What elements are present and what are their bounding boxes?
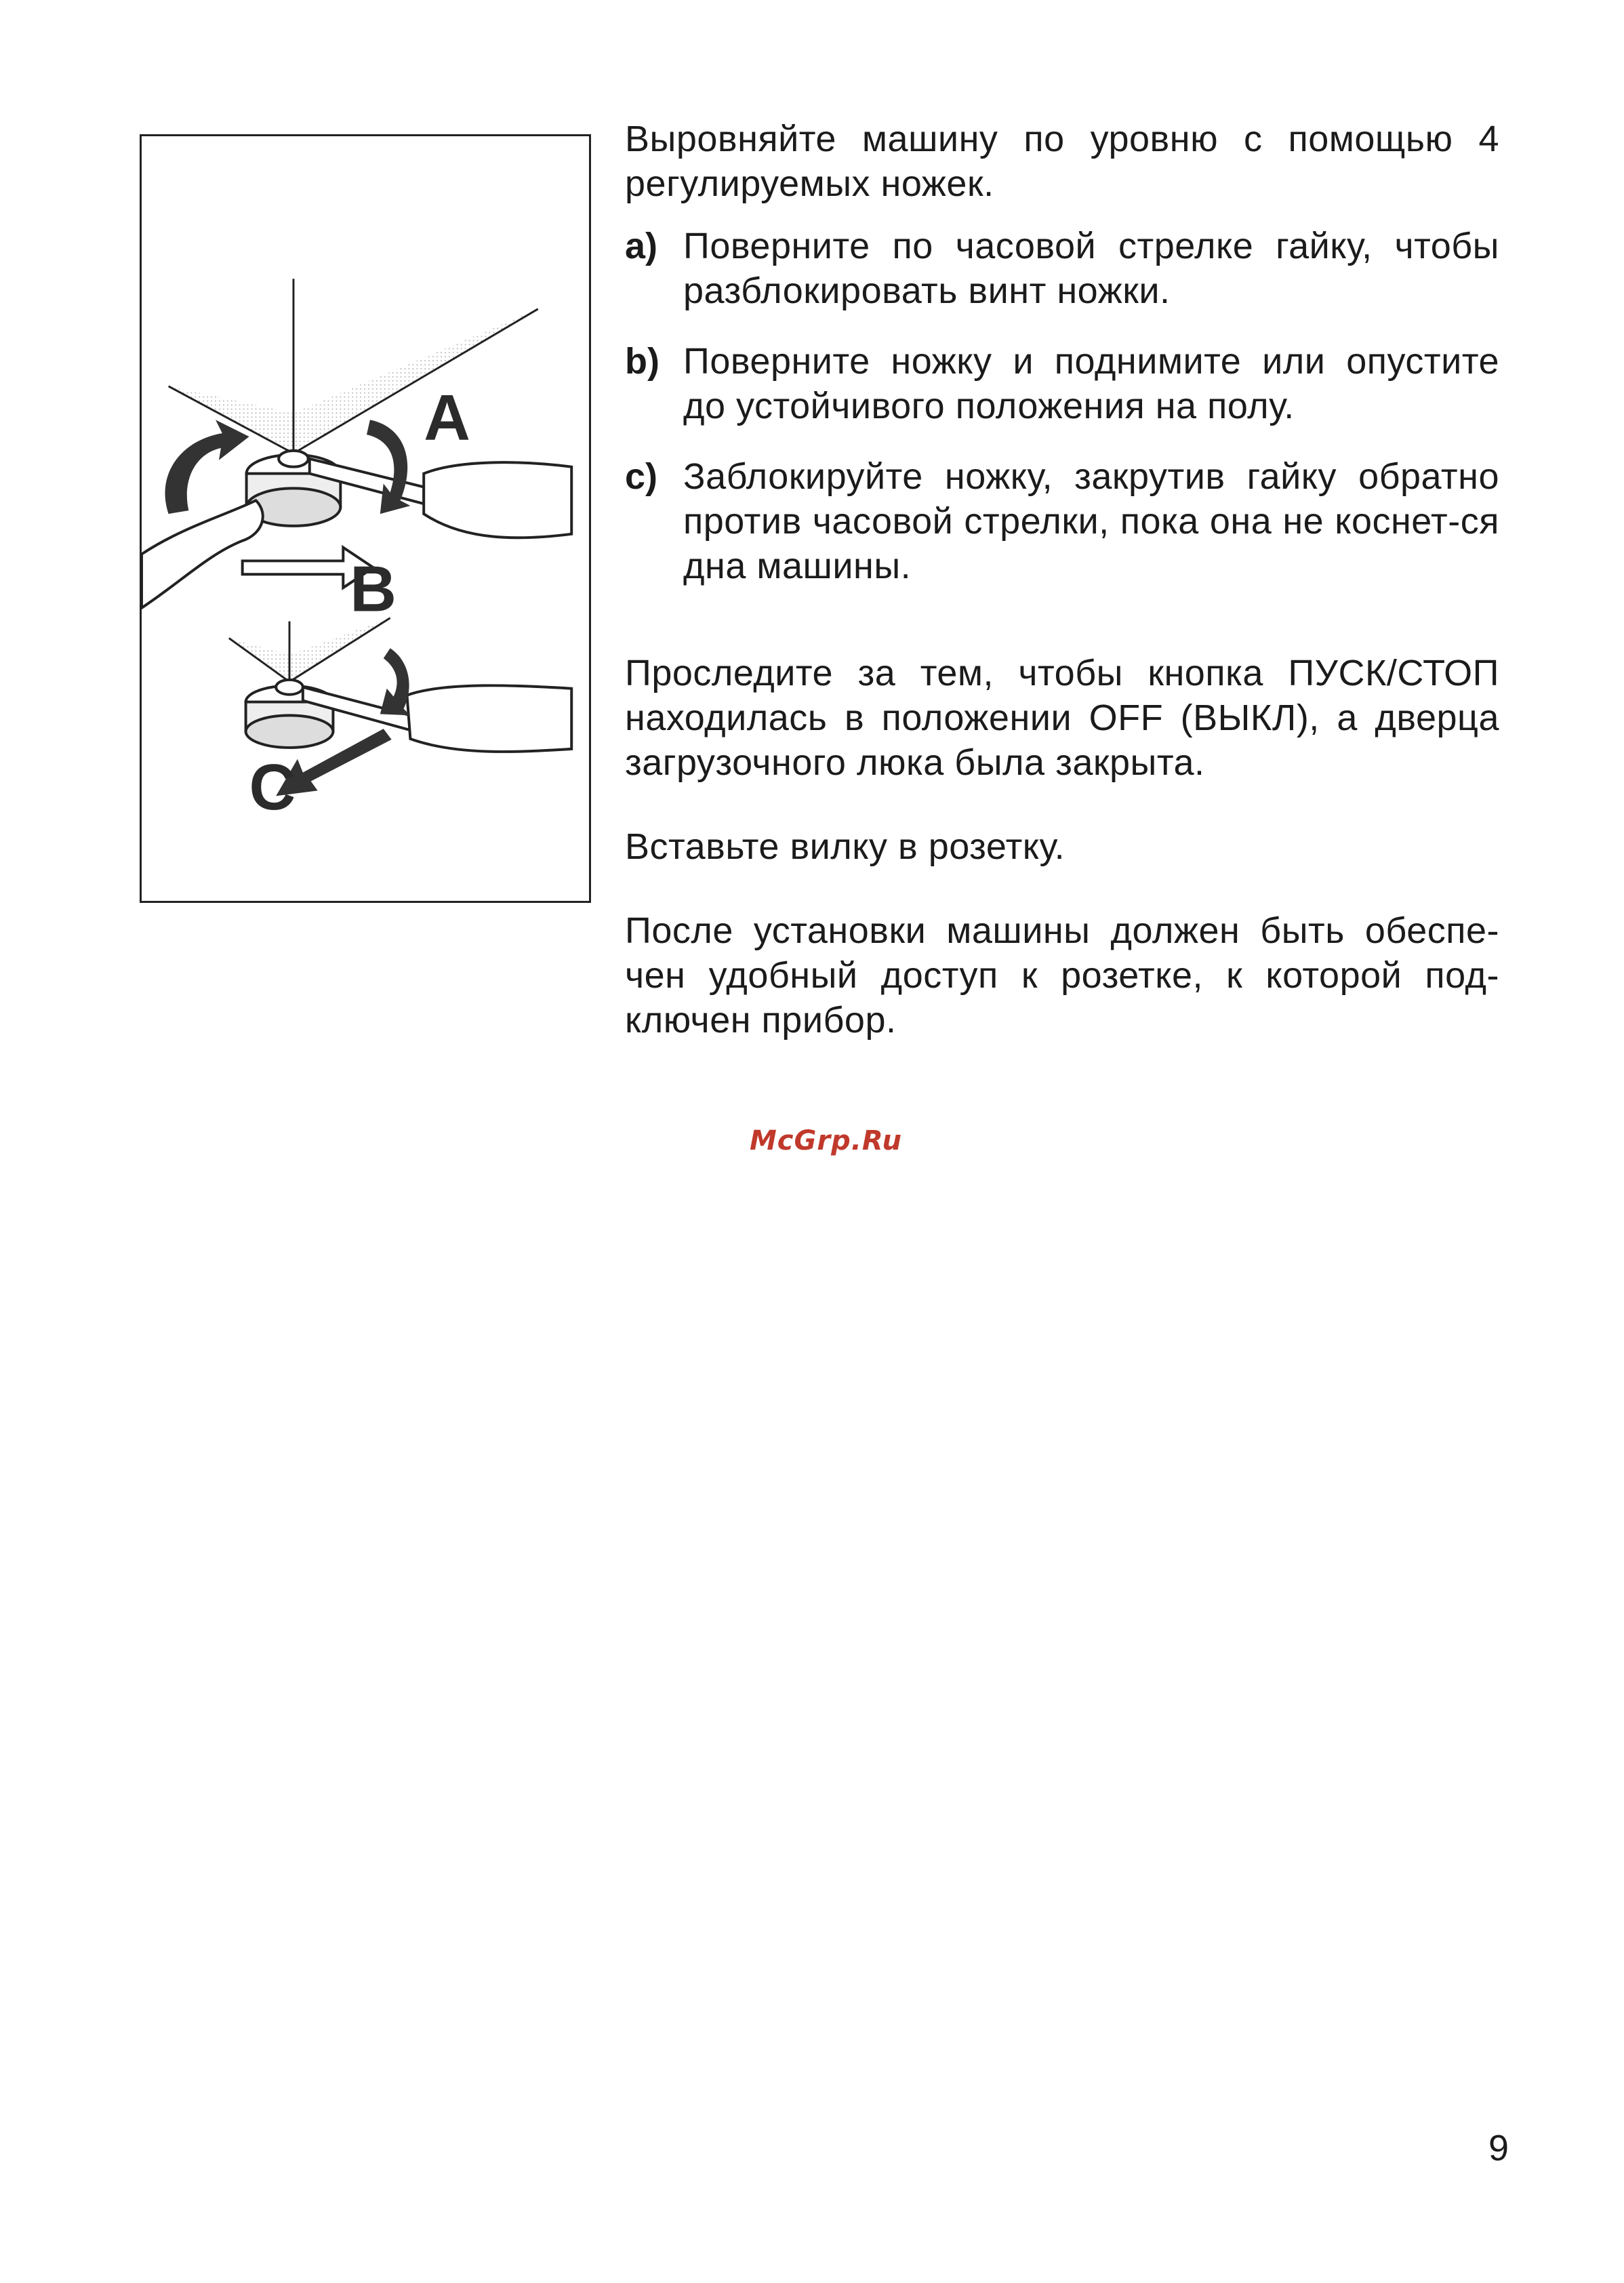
leveling-feet-illustration xyxy=(140,134,591,903)
access-paragraph: После установки машины должен быть обеспе-чен удобный доступ к розетке, к которой под-ключен прибор. xyxy=(625,910,1499,1041)
page-number: 9 xyxy=(1488,2128,1509,2168)
step-c-text: Заблокируйте ножку, закрутив гайку обратно против часовой стрелки, пока она не коснет-ся дна машины. xyxy=(683,456,1499,586)
step-b-letter: b) xyxy=(625,341,659,382)
step-a-letter: a) xyxy=(625,226,658,266)
upper-nut xyxy=(279,451,308,467)
right-hand-lower xyxy=(407,685,571,752)
illustration-drawing xyxy=(142,136,589,901)
step-c-letter: c) xyxy=(625,456,658,497)
left-hand xyxy=(142,500,263,608)
label-b: B xyxy=(350,553,397,626)
arrow-rotate-left xyxy=(165,420,249,514)
step-c xyxy=(625,454,1499,588)
step-a-text: Поверните по часовой стрелке гайку, чтобы разблокировать винт ножки. xyxy=(683,226,1499,311)
intro-paragraph: Выровняйте машину по уровню с помощью 4 регулируемых ножек. xyxy=(625,119,1499,204)
right-hand-upper xyxy=(424,462,571,538)
check-switch-paragraph: Проследите за тем, чтобы кнопка ПУСК/СТОП находилась в положении OFF (ВЫКЛ), а дверца загрузочного люка была закрыта. xyxy=(625,653,1499,783)
label-c: C xyxy=(249,752,296,824)
instructions-column xyxy=(625,117,1499,1043)
step-a xyxy=(625,224,1499,313)
plug-paragraph: Вставьте вилку в розетку. xyxy=(625,826,1065,867)
watermark: McGrp.Ru xyxy=(750,1125,902,1156)
step-b-text: Поверните ножку и поднимите или опустите до устойчивого положения на полу. xyxy=(683,341,1499,426)
arrow-c-rotate xyxy=(380,648,411,715)
step-b xyxy=(625,339,1499,428)
label-a: A xyxy=(424,382,470,455)
